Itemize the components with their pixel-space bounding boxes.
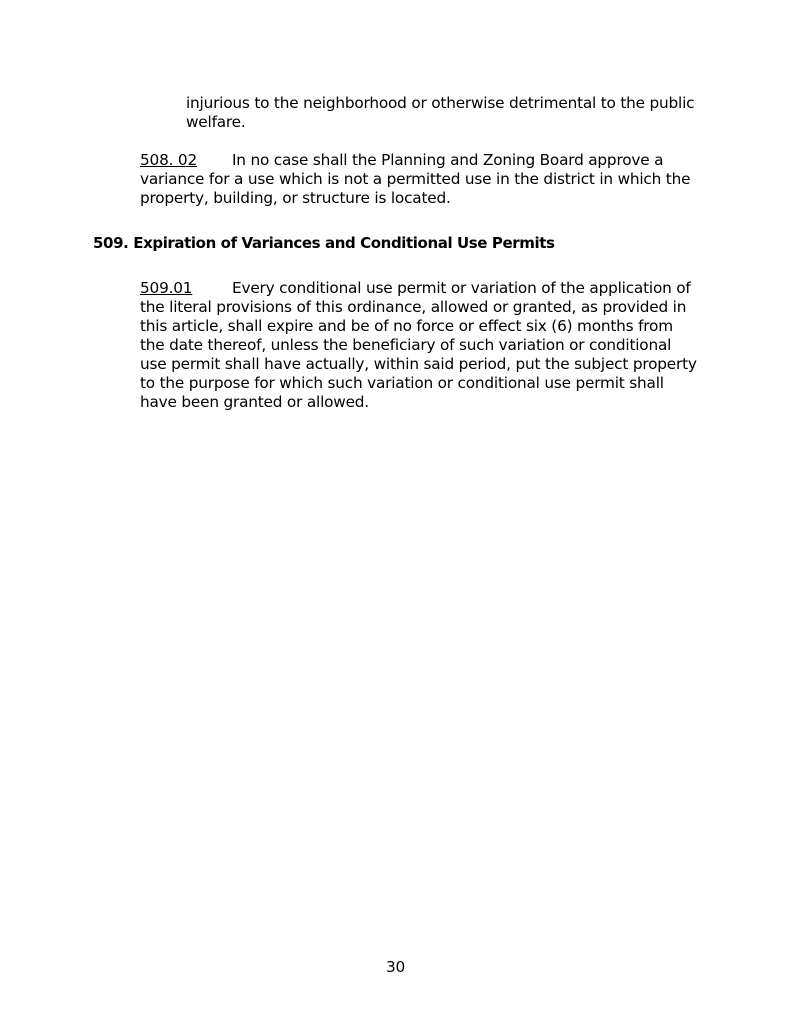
page-number: 30 <box>385 958 406 976</box>
clause-text: Every conditional use permit or variation of the application of the literal provisions of this ordinance, allowed or granted, as provided in this article, shall expire and be of no force or effect six (6) months from the date thereof, unless the beneficiary of such variation or conditional use permit shall have actually, within said period, put the subject property to the purpose for which such variation or conditional use permit shall have been granted or allowed. <box>140 279 697 411</box>
clause-text: In no case shall the Planning and Zoning Board approve a variance for a use which is not a permitted use in the district in which the property, building, or structure is located. <box>140 151 691 207</box>
clause-508-02 <box>140 151 702 208</box>
clause-number: 509.01 <box>140 279 193 297</box>
clause-number: 508. 02 <box>140 151 197 169</box>
section-heading-509: 509. Expiration of Variances and Conditional Use Permits <box>93 234 555 252</box>
continuation-paragraph: injurious to the neighborhood or otherwise detrimental to the public welfare. <box>186 94 695 131</box>
clause-509-01 <box>140 279 702 412</box>
